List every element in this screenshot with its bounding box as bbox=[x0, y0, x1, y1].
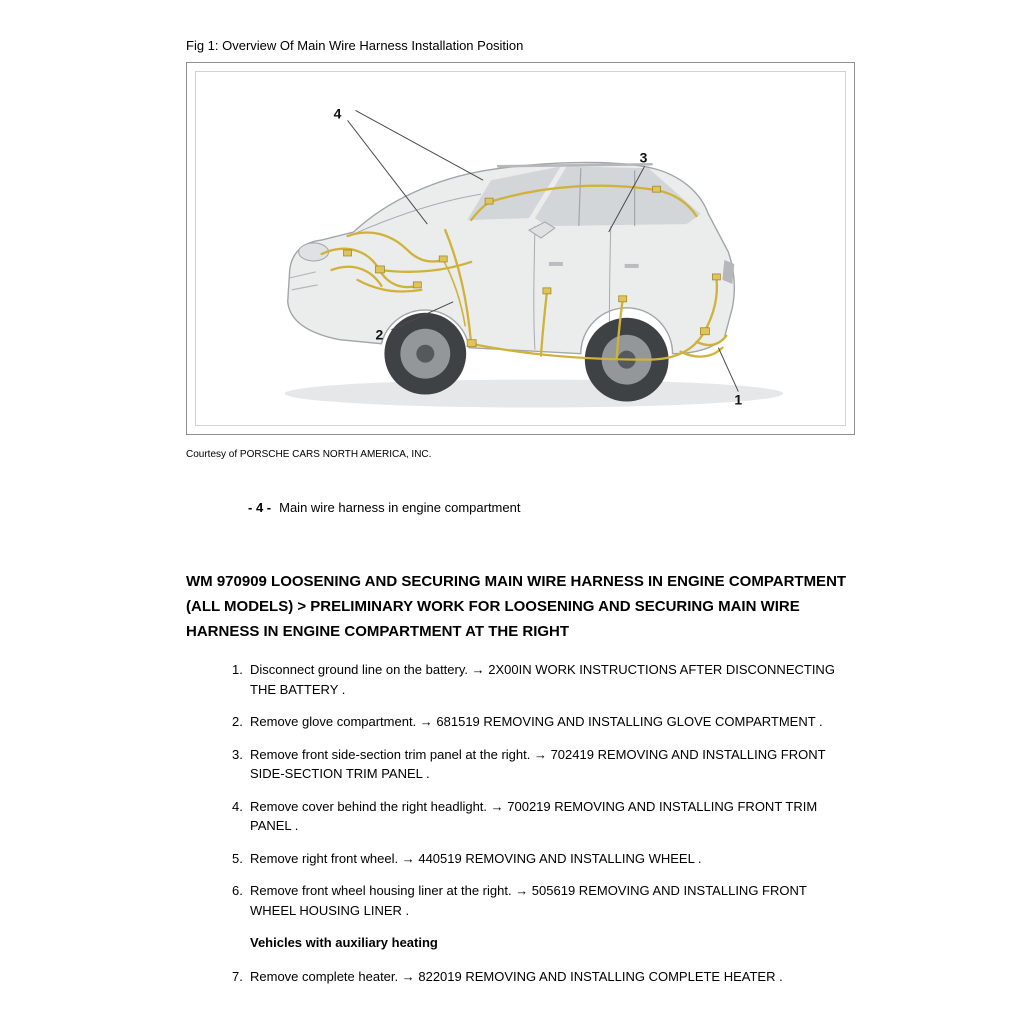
step-item-6 bbox=[232, 881, 872, 920]
step-text: Remove front side-section trim panel at the right. → 702419 REMOVING AND INSTALLING FRONT SIDE-SECTION TRIM PANEL . bbox=[250, 746, 826, 781]
front-wheel bbox=[384, 313, 466, 395]
step-number: 1. bbox=[232, 662, 243, 677]
sub-heading-auxiliary-heating: Vehicles with auxiliary heating bbox=[250, 935, 438, 950]
step-item-5 bbox=[232, 849, 872, 869]
courtesy-line: Courtesy of PORSCHE CARS NORTH AMERICA, INC. bbox=[186, 449, 432, 460]
step-number: 2. bbox=[232, 714, 243, 729]
step-number: 6. bbox=[232, 883, 243, 898]
procedure-steps bbox=[186, 660, 1024, 986]
callout-2: 2 bbox=[375, 326, 384, 343]
car-group bbox=[285, 162, 783, 407]
step-number: 4. bbox=[232, 798, 243, 814]
figure-frame bbox=[186, 62, 855, 435]
figure-caption: Fig 1: Overview Of Main Wire Harness Installation Position bbox=[186, 38, 524, 53]
section-heading: WM 970909 LOOSENING AND SECURING MAIN WIRE HARNESS IN ENGINE COMPARTMENT (ALL MODELS) > PRELIMINARY WORK FOR LOOSENING AND SECURING MAIN WIRE HARNESS IN ENGINE COMPARTMENT AT THE RIGHT bbox=[186, 573, 847, 640]
legend-number: - 4 - bbox=[248, 500, 272, 515]
step-item-7 bbox=[232, 967, 872, 987]
callout-1: 1 bbox=[734, 391, 743, 408]
step-number: 3. bbox=[232, 746, 243, 762]
step-item-1 bbox=[232, 660, 872, 699]
step-item-3 bbox=[232, 745, 872, 784]
step-item-2 bbox=[232, 712, 872, 732]
step-item-4 bbox=[232, 797, 872, 836]
door-handle bbox=[625, 264, 639, 268]
taillight bbox=[722, 260, 734, 284]
step-text: Remove glove compartment. → 681519 REMOVING AND INSTALLING GLOVE COMPARTMENT . bbox=[250, 714, 823, 729]
step-text: Remove front wheel housing liner at the right. → 505619 REMOVING AND INSTALLING FRONT WHEEL HOUSING LINER . bbox=[250, 883, 807, 918]
step-text: Remove right front wheel. → 440519 REMOVING AND INSTALLING WHEEL . bbox=[250, 850, 702, 866]
callout-3: 3 bbox=[639, 149, 648, 166]
callout-4: 4 bbox=[333, 105, 342, 122]
figure-illustration-area bbox=[195, 71, 846, 426]
figure-legend bbox=[248, 500, 1024, 515]
step-number: 5. bbox=[232, 850, 243, 866]
step-text: Remove cover behind the right headlight. → 700219 REMOVING AND INSTALLING FRONT TRIM PANEL . bbox=[250, 798, 818, 833]
legend-text: Main wire harness in engine compartment bbox=[279, 500, 521, 515]
step-text: Disconnect ground line on the battery. → 2X00IN WORK INSTRUCTIONS AFTER DISCONNECTING THE BATTERY . bbox=[250, 662, 835, 697]
door-handle bbox=[549, 262, 563, 266]
car-harness-diagram bbox=[196, 72, 845, 425]
step-text: Remove complete heater. → 822019 REMOVING AND INSTALLING COMPLETE HEATER . bbox=[250, 968, 783, 984]
step-number: 7. bbox=[232, 968, 243, 984]
car-shadow bbox=[285, 380, 783, 408]
